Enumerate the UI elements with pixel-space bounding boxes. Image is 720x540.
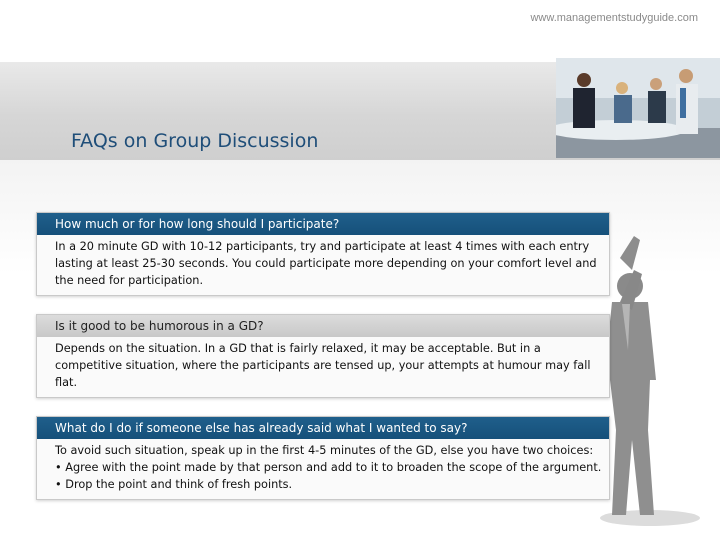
page-title: FAQs on Group Discussion [71,130,319,152]
site-url: www.managementstudyguide.com [530,12,698,24]
faq-question: Is it good to be humorous in a GD? [37,315,609,337]
faq-answer [37,235,609,295]
faq-item [36,314,610,398]
faq-answer [37,337,609,397]
faq-answer-line: • Drop the point and think of fresh points. [55,478,293,491]
faq-answer-line: In a 20 minute GD with 10-12 participants, try and participate at least 4 times with each entry [55,240,590,253]
faq-answer-line: To avoid such situation, speak up in the first 4-5 minutes of the GD, else you have two choices: [55,444,594,457]
faq-item [36,212,610,296]
faq-answer-line: Depends on the situation. In a GD that is fairly relaxed, it may be acceptable. But in a [55,342,541,355]
faq-item [36,416,610,500]
faq-question: What do I do if someone else has already said what I wanted to say? [37,417,609,439]
faq-answer-line: competitive situation, where the participants are tensed up, your attempts at humour may fall [55,359,591,372]
faq-question: How much or for how long should I participate? [37,213,609,235]
meeting-photo [556,58,720,158]
faq-answer-line: the need for participation. [55,274,204,287]
faq-answer-line: flat. [55,376,78,389]
faq-answer-line: • Agree with the point made by that person and add to it to broaden the scope of the argument. [55,461,602,474]
faq-answer-line: lasting at least 25-30 seconds. You could participate more depending on your comfort level and [55,257,597,270]
faq-answer [37,439,609,499]
